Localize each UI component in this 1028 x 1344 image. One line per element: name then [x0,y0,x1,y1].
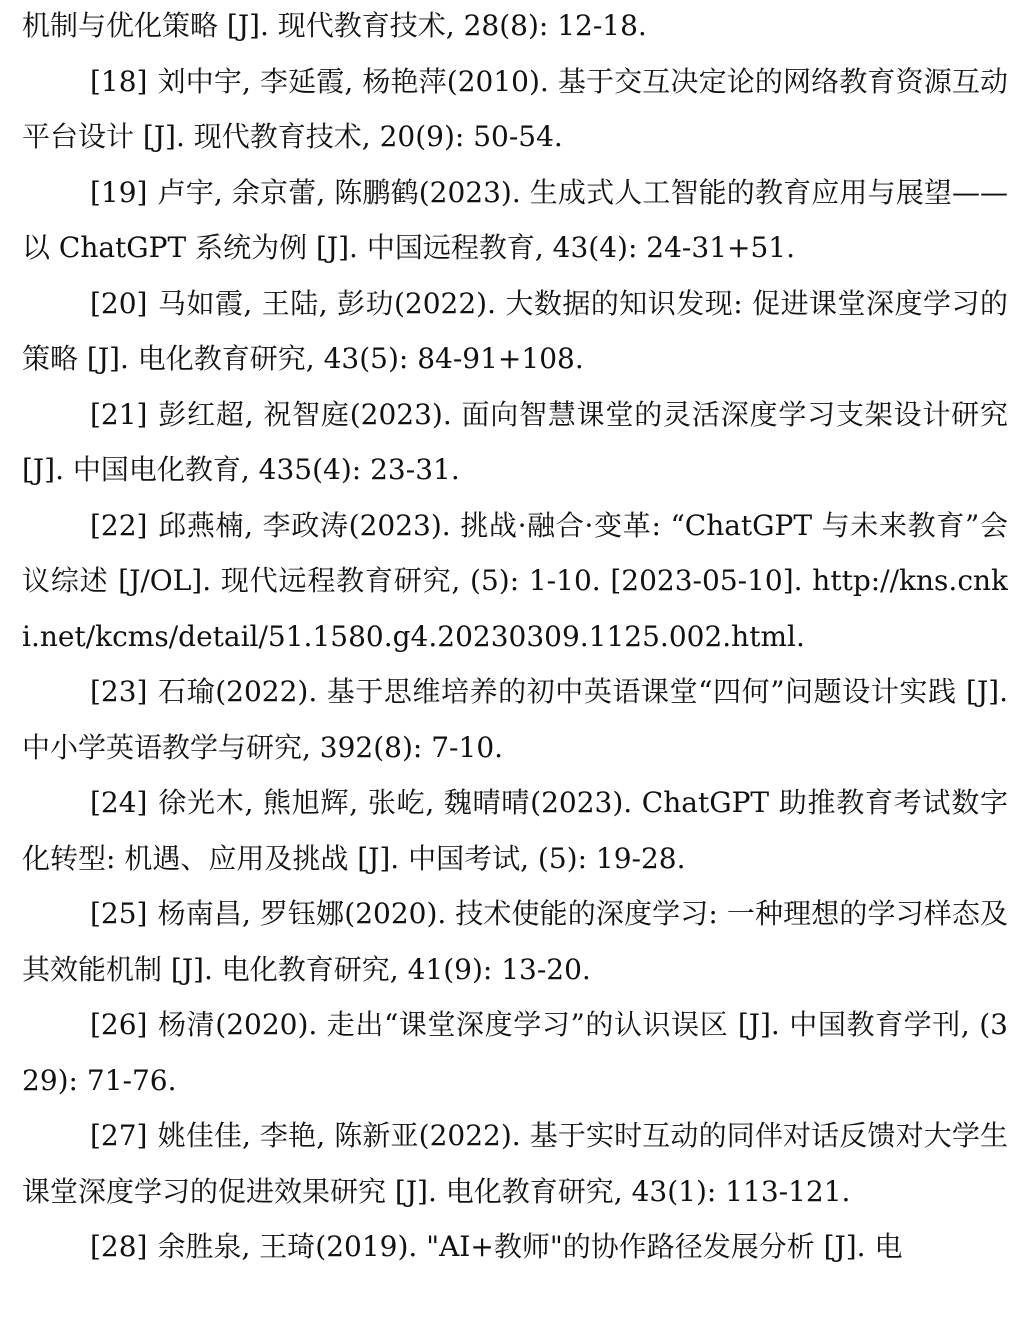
reference-entry-25 [22,886,1008,997]
reference-entry-26 [22,997,1008,1108]
reference-text: 余胜泉, 王琦(2019). "AI+教师"的协作路径发展分析 [J]. 电 [157,1230,903,1263]
reference-text: 杨清(2020). 走出“课堂深度学习”的认识误区 [J]. 中国教育学刊, (329): 71-76. [22,1008,1008,1097]
reference-text: 刘中宇, 李延霞, 杨艳萍(2010). 基于交互决定论的网络教育资源互动平台设计 [J]. 现代教育技术, 20(9): 50-54. [22,64,1008,153]
reference-entry-19 [22,165,1008,276]
reference-text: 姚佳佳, 李艳, 陈新亚(2022). 基于实时互动的同伴对话反馈对大学生课堂深度学习的促进效果研究 [J]. 电化教育研究, 43(1): 113-121. [22,1119,1008,1208]
reference-number: [23] [90,675,148,708]
reference-number: [18] [90,64,148,98]
reference-entry-27 [22,1108,1008,1219]
reference-entry-21 [22,387,1008,498]
reference-text: 马如霞, 王陆, 彭玏(2022). 大数据的知识发现: 促进课堂深度学习的策略 [J]. 电化教育研究, 43(5): 84-91+108. [22,286,1008,375]
reference-text: 石瑜(2022). 基于思维培养的初中英语课堂“四何”问题设计实践 [J]. 中小学英语教学与研究, 392(8): 7-10. [22,675,1008,764]
reference-text: 邱燕楠, 李政涛(2023). 挑战·融合·变革: “ChatGPT 与未来教育”会议综述 [J/OL]. 现代远程教育研究, (5): 1-10. [2023-05-10]. http://kns.cnki.net/kcms/detail/51.1580.g4.20230309.1125.002.html. [22,508,1008,653]
reference-text: 机制与优化策略 [J]. 现代教育技术, 28(8): 12-18. [22,9,647,42]
reference-continuation [22,0,1008,54]
reference-number: [28] [90,1230,148,1263]
reference-text: 彭红超, 祝智庭(2023). 面向智慧课堂的灵活深度学习支架设计研究 [J]. 中国电化教育, 435(4): 23-31. [22,397,1008,486]
reference-entry-23 [22,664,1008,775]
reference-number: [25] [90,897,148,930]
reference-text: 徐光木, 熊旭辉, 张屹, 魏晴晴(2023). ChatGPT 助推教育考试数字化转型: 机遇、应用及挑战 [J]. 中国考试, (5): 19-28. [22,786,1008,875]
reference-text: 杨南昌, 罗钰娜(2020). 技术使能的深度学习: 一种理想的学习样态及其效能机制 [J]. 电化教育研究, 41(9): 13-20. [22,897,1008,986]
reference-entry-28 [22,1219,1008,1275]
reference-entry-24 [22,775,1008,886]
reference-number: [20] [90,286,148,320]
reference-list [22,0,1008,1344]
reference-number: [26] [90,1008,148,1041]
reference-entry-18 [22,54,1008,165]
reference-number: [21] [90,397,148,431]
reference-number: [19] [90,175,148,209]
reference-number: [24] [90,786,148,819]
reference-text: 卢宇, 余京蕾, 陈鹏鹤(2023). 生成式人工智能的教育应用与展望——以 ChatGPT 系统为例 [J]. 中国远程教育, 43(4): 24-31+51. [22,175,1008,264]
reference-number: [27] [90,1119,148,1152]
reference-entry-20 [22,276,1008,387]
reference-number: [22] [90,508,148,542]
reference-entry-22 [22,498,1008,665]
